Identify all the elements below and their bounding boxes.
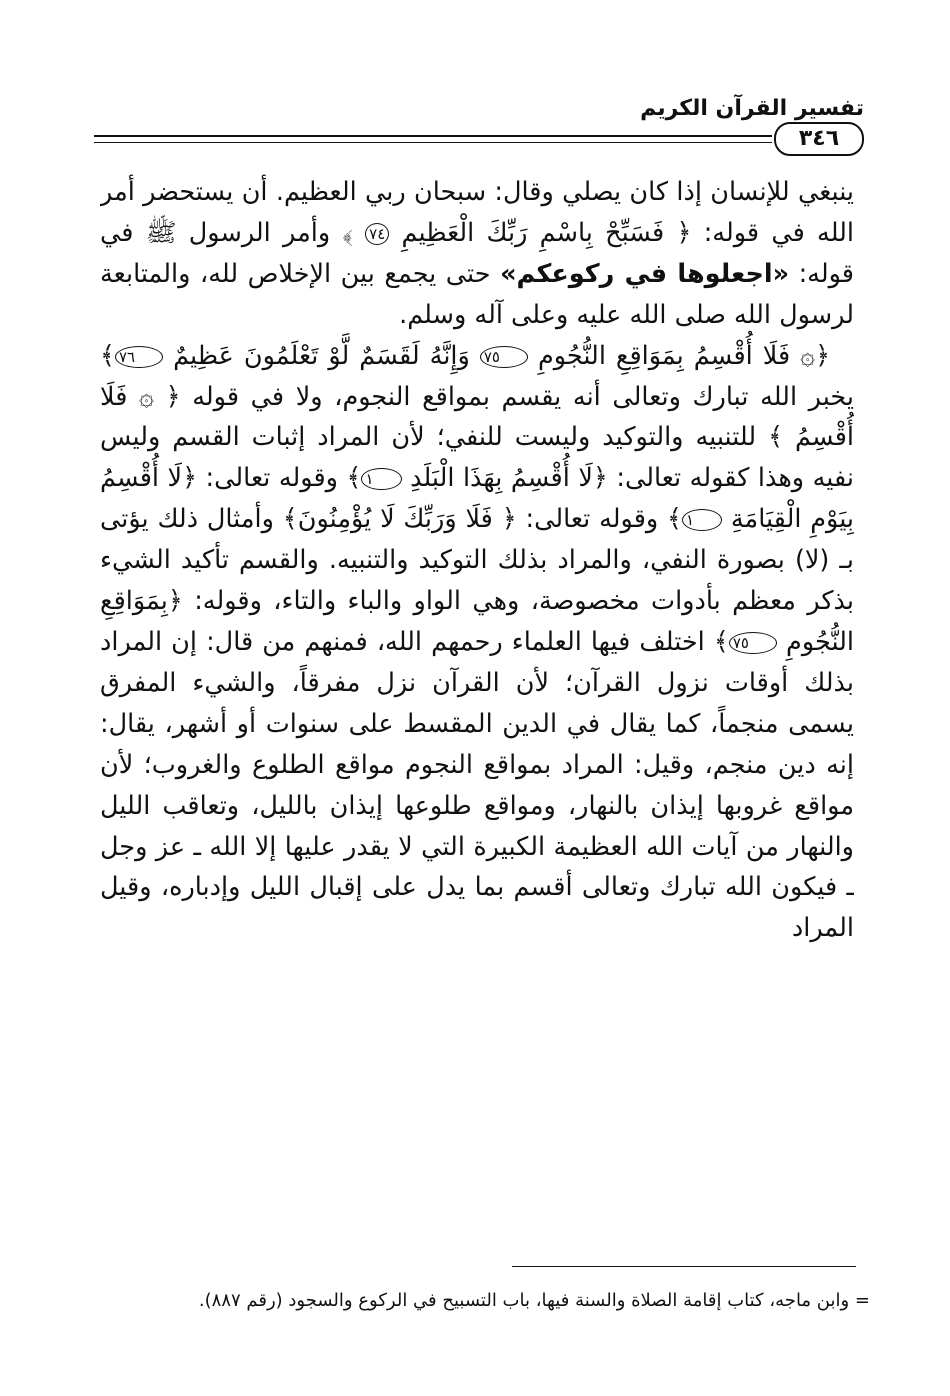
header-rule-thick — [94, 135, 772, 137]
verse-open-bracket: ﴿ — [676, 217, 692, 248]
text-run: ينبغي للإنسان إذا كان يصلي وقال: سبحان ربي العظيم. أن يستحضر أمر الله في قوله: — [100, 177, 854, 248]
ayah-number: ٧٤ — [365, 223, 389, 245]
quran-verse: ۞ فَلَا أُقْسِمُ — [100, 381, 854, 453]
quran-verse: فَلَا وَرَبِّكَ لَا يُؤْمِنُونَ — [297, 504, 493, 535]
footnote-separator — [512, 1266, 856, 1267]
text-run: للتنبيه والتوكيد وليست للنفي؛ لأن المراد إثبات القسم وليس نفيه وهذا كقوله تعالى: — [100, 422, 854, 494]
verse-close-bracket: ﴾ — [713, 626, 729, 657]
quran-verse: لَا أُقْسِمُ بِيَوْمِ الْقِيَامَةِ — [100, 463, 854, 535]
running-title: تفسير القرآن الكريم — [640, 96, 864, 121]
quran-verse: ۞ فَلَا أُقْسِمُ بِمَوَاقِعِ النُّجُومِ — [537, 340, 816, 371]
quran-verse: وَإِنَّهُ لَقَسَمٌ لَّوْ تَعْلَمُونَ عَظِيمٌ — [173, 340, 480, 371]
quran-verse: لَا أُقْسِمُ بِهَذَا الْبَلَدِ — [410, 463, 593, 494]
text-run: وقوله تعالى: — [197, 463, 347, 494]
verse-open-bracket: ﴿ — [167, 586, 183, 617]
ayah-number: ٧٥ — [480, 346, 528, 368]
verse-open-bracket: ﴿ — [815, 340, 831, 371]
verse-open-bracket: ﴿ — [165, 381, 181, 412]
text-run: وأمثال ذلك يؤتى بـ (لا) بصورة النفي، والمراد بذلك التوكيد والتنبيه. والقسم تأكيد الشيء بذكر معظم بأدوات مخصوصة، وهي الواو والباء والتاء، وقوله: — [100, 504, 854, 617]
header-rule-thin — [94, 142, 772, 143]
page-number: ٣٤٦ — [774, 122, 864, 156]
verse-close-bracket: ﴾ — [667, 504, 682, 535]
verse-close-bracket: ﴾ — [768, 422, 784, 453]
text-run: حتى يجمع بين الإخلاص لله، والمتابعة لرسول الله صلى الله عليه وعلى آله وسلم. — [100, 258, 854, 330]
verse-close-bracket: ﴾ — [100, 340, 115, 371]
text-run: وقوله تعالى: — [516, 504, 668, 535]
verse-close-bracket: ﴾ — [282, 504, 298, 535]
quran-verse: فَسَبِّحْ بِاسْمِ رَبِّكَ الْعَظِيمِ — [401, 217, 665, 248]
ayah-number: ١ — [682, 509, 722, 531]
ayah-number: ٧٥ — [729, 632, 777, 654]
footnote: = وابن ماجه، كتاب إقامة الصلاة والسنة فيها، باب التسبيح في الركوع والسجود (رقم ٨٨٧). — [198, 1290, 870, 1311]
verse-open-bracket: ﴿ — [501, 504, 517, 535]
verse-close-bracket: ﴾ — [346, 463, 362, 494]
ayah-number: ٧٦ — [115, 346, 163, 368]
text-run: وأمر الرسول ﷺ في قوله: — [100, 217, 854, 289]
verse-close-bracket: ﴾ — [342, 217, 353, 248]
paragraph-2 — [100, 336, 854, 950]
text-run: يخبر الله تبارك وتعالى أنه يقسم بمواقع النجوم، ولا في قوله — [180, 381, 854, 412]
paragraph-1 — [100, 172, 854, 336]
main-text — [100, 172, 854, 1244]
verse-open-bracket: ﴿ — [592, 463, 608, 494]
hadith-quote: «اجعلوها في ركوعكم» — [500, 258, 790, 289]
text-run: اختلف فيها العلماء رحمهم الله، فمنهم من قال: إن المراد بذلك أوقات نزول القرآن؛ لأن القرآن نزل مفرقاً، والشيء المفرق يسمى منجماً، كما يقال في الدين المقسط على سنوات أو أشهر، يقال: إنه دين منجم، وقيل: المراد بمواقع النجوم مواقع الطلوع والغروب؛ لأن مواقع غروبها إيذان بالنهار، ومواقع طلوعها إيذان بالليل، وتعاقب الليل والنهار من آيات الله العظيمة الكبيرة التي لا يقدر عليها إلا الله ـ عز وجل ـ فيكون الله تبارك وتعالى أقسم بما يدل على إقبال الليل وإدباره، وقيل المراد — [100, 626, 854, 944]
verse-open-bracket: ﴿ — [182, 463, 198, 494]
ayah-number: ١ — [361, 468, 401, 490]
page-header — [94, 92, 864, 156]
quran-verse: بِمَوَاقِعِ النُّجُومِ — [100, 586, 854, 657]
